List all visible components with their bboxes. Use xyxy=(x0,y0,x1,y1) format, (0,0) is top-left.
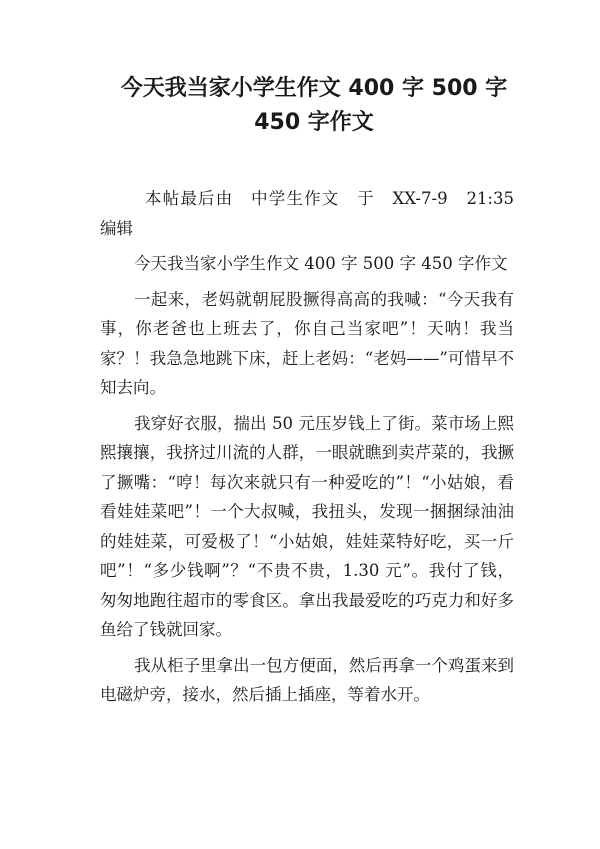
document-title xyxy=(100,72,528,140)
post-edit-meta: 本帖最后由 中学生作文 于 XX-7-9 21:35 编辑 xyxy=(100,189,514,238)
title-line-2: 450 字作文 xyxy=(254,110,374,135)
paragraph-1: 一起来，老妈就朝屁股撅得高高的我喊：“今天我有事，你老爸也上班去了，你自己当家吧”！天呐！我当家？！我急急地跳下床，赶上老妈：“老妈——”可惜早不知去向。 xyxy=(100,289,514,397)
paragraph-2: 我穿好衣服，揣出 50 元压岁钱上了街。菜市场上熙熙攘攘，我挤过川流的人群，一眼就瞧到卖芹菜的，我撅了撅嘴：“哼！每次来就只有一种爱吃的”！“小姑娘，看看娃娃菜吧”！一个大叔喊，我扭头，发现一捆捆绿油油的娃娃菜，可爱极了！“小姑娘，娃娃菜特好吃，买一斤吧”！“多少钱啊”？“不贵不贵，1.30 元”。我付了钱，匆匆地跑往超市的零食区。拿出我最爱吃的巧克力和好多鱼给了钱就回家。 xyxy=(100,413,514,639)
paragraph-heading: 今天我当家小学生作文 400 字 500 字 450 字作文 xyxy=(134,254,508,273)
paragraph-3: 我从柜子里拿出一包方便面，然后再拿一个鸡蛋来到电磁炉旁，接水，然后插上插座，等着水开。 xyxy=(100,655,514,704)
title-line-1: 今天我当家小学生作文 400 字 500 字 xyxy=(120,76,508,101)
